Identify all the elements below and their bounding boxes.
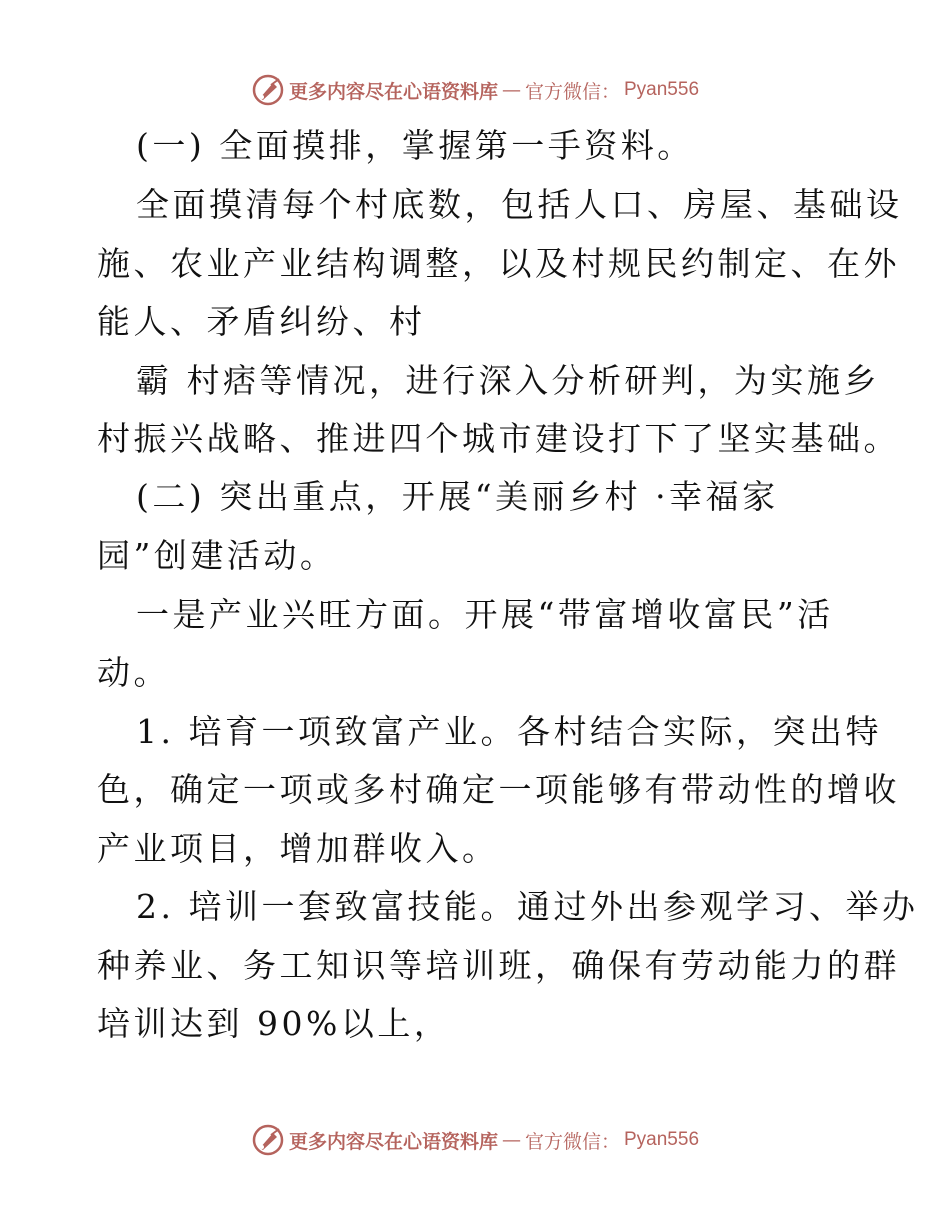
banner-wechat-label: 官方微信： [524,1130,620,1153]
banner-separator: — [501,79,521,101]
banner-wechat-id: Pyan556 [624,1129,700,1150]
banner-wechat-label: 官方微信： [524,80,620,103]
list-item-2-line: 2. 培训一套致富技能。通过外出参观学习、举办 [136,887,919,926]
paragraph-line: 动。 [97,653,170,692]
section-heading-2: (二) 突出重点，开展“美丽乡村 ·幸福家 [136,477,779,516]
paragraph-line: 产业项目，增加群收入。 [97,829,499,868]
banner-brand-text: 更多内容尽在心语资料库 [288,1130,498,1153]
paragraph-line: 能人、矛盾纠纷、村 [97,302,426,341]
header-banner [0,70,950,110]
banner-wechat-id: Pyan556 [624,79,700,100]
paragraph-line: 种养业、务工知识等培训班，确保有劳动能力的群 [97,946,900,985]
banner-separator: — [501,1129,521,1151]
section-heading-1: (一) 全面摸排，掌握第一手资料。 [136,126,694,165]
banner-brand-text: 更多内容尽在心语资料库 [288,80,498,103]
footer-banner [0,1120,950,1160]
paragraph-line: 一是产业兴旺方面。开展“带富增收富民”活 [136,595,834,634]
paragraph-line: 施、农业产业结构调整，以及村规民约制定、在外 [97,244,900,283]
paragraph-line: 霸 村痞等情况，进行深入分析研判，为实施乡 [136,361,880,400]
paragraph-line: 村振兴战略、推进四个城市建设打下了坚实基础。 [97,419,900,458]
pen-nib-logo-icon [251,73,285,107]
paragraph-line: 培训达到 90%以上， [97,1004,451,1043]
list-item-1-line: 1. 培育一项致富产业。各村结合实际，突出特 [136,712,882,751]
paragraph-line: 全面摸清每个村底数，包括人口、房屋、基础设 [136,185,903,224]
pen-nib-logo-icon [251,1123,285,1157]
paragraph-line: 色，确定一项或多村确定一项能够有带动性的增收 [97,770,900,809]
paragraph-line: 园”创建活动。 [97,536,337,575]
